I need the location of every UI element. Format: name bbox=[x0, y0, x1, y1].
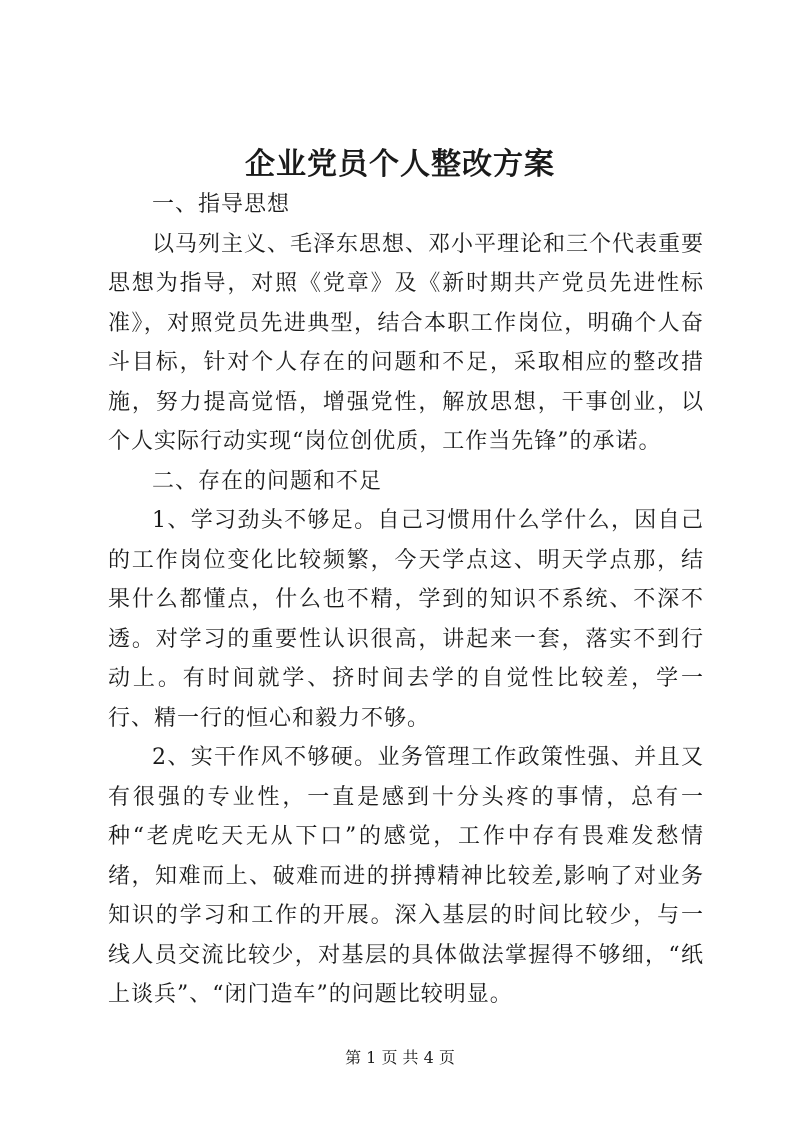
page-footer: 第 1 页 共 4 页 bbox=[345, 1048, 455, 1067]
document-title: 企业党员个人整改方案 bbox=[245, 147, 555, 182]
document-body bbox=[108, 185, 704, 1015]
section-heading-guiding-ideology: 一、指导思想 bbox=[152, 192, 291, 217]
section-heading-problems: 二、存在的问题和不足 bbox=[152, 468, 383, 494]
paragraph-guiding-ideology: 以马列主义、毛泽东思想、邓小平理论和三个代表重要思想为指导，对照《党章》及《新时期共产党员先进性标准》，对照党员先进典型，结合本职工作岗位，明确个人奋斗目标，针对个人存在的问题和不足，采取相应的整改措施，努力提高觉悟，增强党性，解放思想，干事创业，以个人实际行动实现“岗位创优质，工作当先锋”的承诺。 bbox=[108, 231, 705, 454]
paragraph-problem-1: 1、学习劲头不够足。自己习惯用什么学什么，因自己的工作岗位变化比较频繁，今天学点这、明天学点那，结果什么都懂点，什么也不精，学到的知识不系统、不深不透。对学习的重要性认识很高，讲起来一套，落实不到行动上。有时间就学、挤时间去学的自觉性比较差，学一行、精一行的恒心和毅力不够。 bbox=[108, 508, 704, 731]
paragraph-problem-2: 2、实干作风不够硬。业务管理工作政策性强、并且又有很强的专业性，一直是感到十分头疼的事情，总有一种“老虎吃天无从下口”的感觉，工作中存有畏难发愁情绪，知难而上、破难而进的拼搏精神比较差,影响了对业务知识的学习和工作的开展。深入基层的时间比较少，与一线人员交流比较少，对基层的具体做法掌握得不够细，“纸上谈兵”、“闭门造车”的问题比较明显。 bbox=[108, 745, 704, 1007]
